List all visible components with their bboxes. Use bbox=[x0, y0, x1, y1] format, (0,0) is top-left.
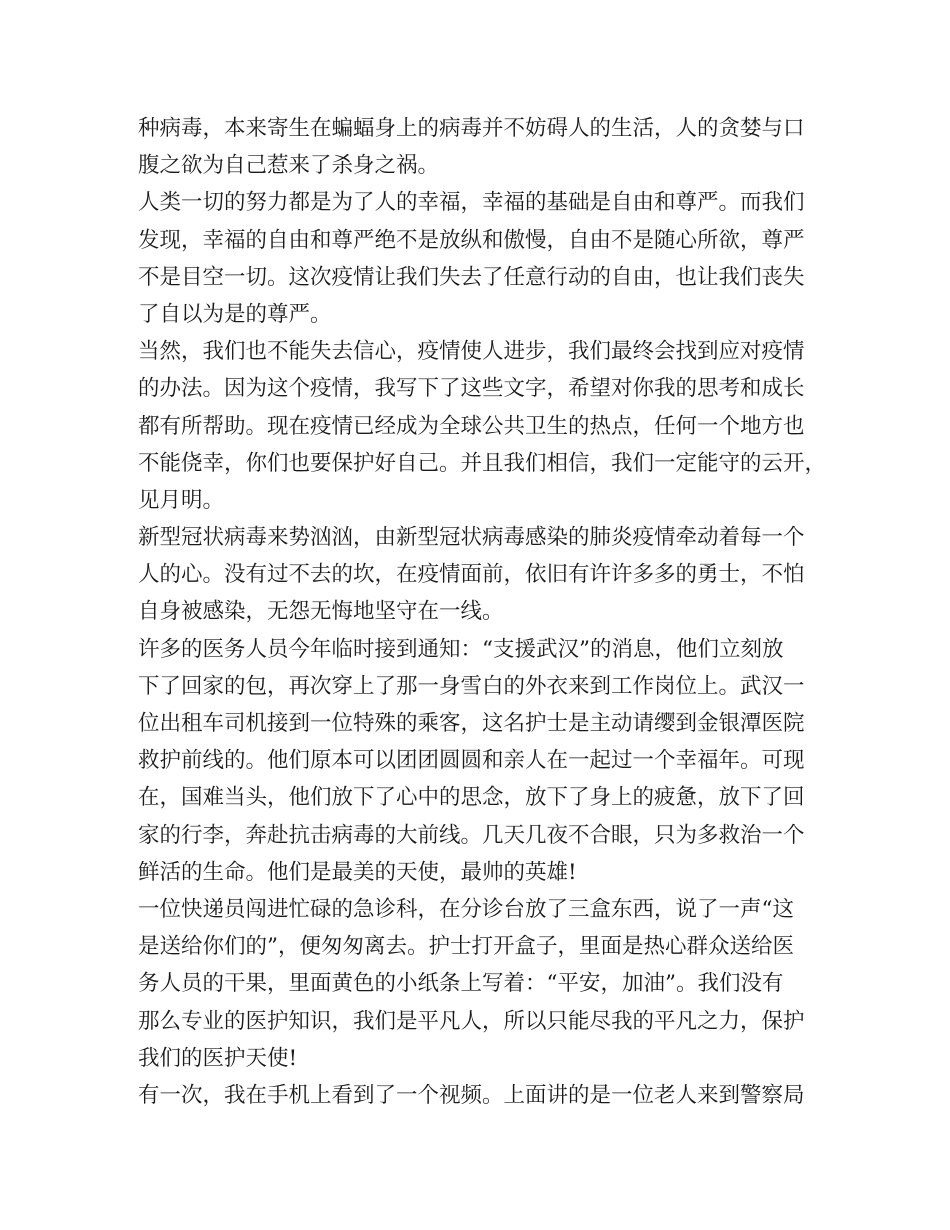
text-line: 发现，幸福的自由和尊严绝不是放纵和傲慢，自由不是随心所欲，尊严 bbox=[138, 227, 805, 253]
text-line: 自身被感染，无怨无悔地坚守在一线。 bbox=[138, 599, 504, 625]
text-line: 救护前线的。他们原本可以团团圆圆和亲人在一起过一个幸福年。可现 bbox=[138, 748, 805, 774]
text-line: 种病毒，本来寄生在蝙蝠身上的病毒并不妨碍人的生活，人的贪婪与口 bbox=[138, 116, 805, 141]
text-line: 当然，我们也不能失去信心，疫情使人进步，我们最终会找到应对疫情 bbox=[138, 339, 805, 365]
text-line: 是送给你们的”，便匆匆离去。护士打开盒子，里面是热心群众送给医 bbox=[138, 934, 794, 960]
text-line: 都有所帮助。现在疫情已经成为全球公共卫生的热点，任何一个地方也 bbox=[138, 413, 805, 439]
text-line: 有一次，我在手机上看到了一个视频。上面讲的是一位老人来到警察局 bbox=[138, 1082, 805, 1108]
text-line: 在，国难当头，他们放下了心中的思念，放下了身上的疲惫，放下了回 bbox=[138, 785, 805, 811]
text-line: 见月明。 bbox=[138, 487, 225, 513]
text-line: 一位快递员闯进忙碌的急诊科，在分诊台放了三盒东西，说了一声“这 bbox=[138, 896, 794, 922]
text-line: 腹之欲为自己惹来了杀身之祸。 bbox=[138, 153, 440, 179]
text-line: 不能侥幸，你们也要保护好自己。并且我们相信，我们一定能守的云开， bbox=[138, 450, 827, 476]
text-line: 人类一切的努力都是为了人的幸福，幸福的基础是自由和尊严。而我们 bbox=[138, 190, 805, 216]
text-line: 下了回家的包，再次穿上了那一身雪白的外衣来到工作岗位上。武汉一 bbox=[138, 673, 805, 699]
text-line: 人的心。没有过不去的坎，在疫情面前，依旧有许许多多的勇士，不怕 bbox=[138, 562, 805, 588]
text-line: 的办法。因为这个疫情，我写下了这些文字，希望对你我的思考和成长 bbox=[138, 376, 805, 402]
text-line: 务人员的干果，里面黄色的小纸条上写着：“平安，加油”。我们没有 bbox=[138, 971, 784, 997]
text-line: 那么专业的医护知识，我们是平凡人，所以只能尽我的平凡之力，保护 bbox=[138, 1008, 805, 1034]
document-body bbox=[138, 110, 827, 1114]
text-line: 我们的医护天使! bbox=[138, 1045, 298, 1071]
text-line: 了自以为是的尊严。 bbox=[138, 301, 332, 327]
text-line: 许多的医务人员今年临时接到通知：“支援武汉”的消息，他们立刻放 bbox=[138, 636, 784, 662]
text-line: 新型冠状病毒来势汹汹，由新型冠状病毒感染的肺炎疫情牵动着每一个 bbox=[138, 525, 805, 551]
text-line: 位出租车司机接到一位特殊的乘客，这名护士是主动请缨到金银潭医院 bbox=[138, 711, 805, 736]
text-line: 不是目空一切。这次疫情让我们失去了任意行动的自由，也让我们丧失 bbox=[138, 264, 805, 290]
text-line: 鲜活的生命。他们是最美的天使，最帅的英雄! bbox=[138, 859, 577, 885]
text-line: 家的行李，奔赴抗击病毒的大前线。几天几夜不合眼，只为多救治一个 bbox=[138, 822, 805, 848]
